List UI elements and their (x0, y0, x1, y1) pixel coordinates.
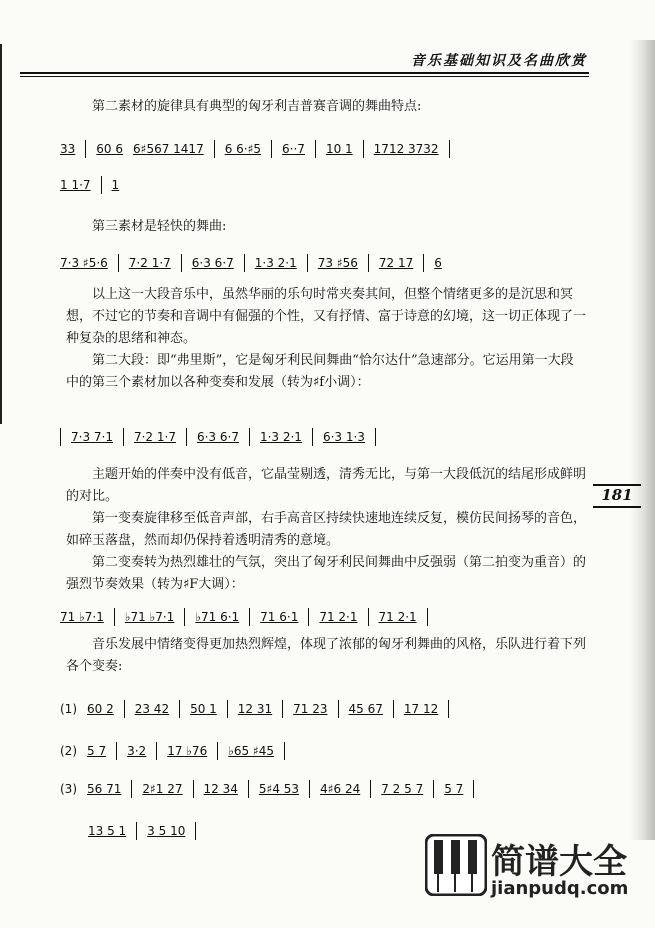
notation-group: 71 2·1 (319, 610, 358, 624)
notation-group: 56 71 (87, 782, 122, 796)
header-rule (20, 72, 589, 74)
notation-group: 45 67 (348, 702, 383, 716)
notation-group: 13 5 1 (88, 824, 127, 838)
notation-group: 1·3 2·1 (254, 256, 297, 270)
notation-group: 6 6·♯5 (224, 142, 262, 156)
logo-url: jianpudq.com (491, 878, 629, 899)
variation-1 (60, 696, 595, 722)
notation-group: 6♯567 1417 (133, 142, 204, 156)
notation-group: 23 42 (134, 702, 170, 716)
piano-keys-icon (425, 834, 487, 896)
notation-group: ♭71 6·1 (195, 610, 240, 624)
notation-group: 2♯1 27 (142, 782, 183, 796)
notation-group: 6·3 6·7 (196, 430, 239, 444)
notation-group: 5 7 (444, 782, 464, 796)
header-rule-thin (20, 76, 589, 77)
notation-line-3 (60, 424, 595, 450)
page-number: 181 (593, 484, 641, 508)
paragraph-6: 第一变奏旋律移至低音声部，右手高音区持续快速地连续反复，模仿民间扬琴的音色，如碎玉落盘，然而却仍保持着透明清秀的意境。 (66, 511, 587, 548)
notation-group: 10 1 (325, 142, 353, 156)
notation-line-1 (60, 136, 595, 162)
notation-group: 7·3 7·1 (71, 430, 113, 444)
paragraph-4: 第二大段：即“弗里斯”，它是匈牙利民间舞曲“恰尔达什”急速部分。它运用第一大段中的第三个素材加以各种变奏和发展（转为♯f小调）： (66, 353, 574, 390)
notation-group: 5♯4 53 (258, 782, 300, 796)
paragraph-2: 第三素材是轻快的舞曲: (92, 219, 227, 234)
margin-rule (0, 44, 2, 424)
notation-group: 50 1 (190, 702, 217, 716)
notation-group: 71 ♭7·1 (60, 610, 104, 624)
notation-line-1b (60, 172, 595, 198)
variation-label: (2) (60, 744, 77, 758)
notation-group: 3 5 10 (147, 824, 186, 838)
paragraph-1: 第二素材的旋律具有典型的匈牙利吉普赛音调的舞曲特点: (92, 99, 422, 114)
variation-3 (60, 776, 595, 802)
notation-group: 7 2 5 7 (381, 782, 424, 796)
notation-group: 12 34 (203, 782, 238, 796)
notation-group: 5 7 (87, 744, 107, 758)
notation-group: 12 31 (237, 702, 273, 716)
logo-name: 简谱大全 (491, 842, 627, 882)
notation-group: 6··7 (282, 142, 305, 156)
notation-group: 60 2 (87, 702, 114, 716)
notation-group: 6·3 1·3 (322, 430, 365, 444)
variation-2 (60, 738, 595, 764)
notation-group: ♭65 ♯45 (228, 744, 275, 758)
notation-group: 6 (434, 256, 442, 270)
notation-group: 7·2 1·7 (133, 430, 176, 444)
paragraph-3: 以上这一大段音乐中，虽然华丽的乐句时常夹奏其间，但整个情绪更多的是沉思和冥想，不过它的节奏和音调中有倔强的个性，又有抒情、富于诗意的幻境，这一切正体现了一种复杂的思绪和神态。 (66, 287, 587, 346)
notation-group: 71 2·1 (378, 610, 417, 624)
notation-group: 7·2 1·7 (128, 256, 171, 270)
notation-group: 17 ♭76 (167, 744, 208, 758)
notation-group: 1 (111, 178, 120, 192)
paragraph-8: 音乐发展中情绪变得更加热烈辉煌，体现了浓郁的匈牙利舞曲的风格，乐队进行着下列各个变奏: (66, 637, 587, 674)
notation-group: 71 6·1 (260, 610, 299, 624)
paragraph-7: 第二变奏转为热烈雄壮的气氛，突出了匈牙利民间舞曲中反强弱（第二拍变为重音）的强烈节奏效果（转为♯F大调）： (66, 555, 587, 592)
notation-line-4 (60, 604, 595, 630)
paragraph-5: 主题开始的伴奏中没有低音，它晶莹剔透，清秀无比，与第一大段低沉的结尾形成鲜明的对比。 (66, 467, 587, 504)
running-header: 音乐基础知识及名曲欣赏 (411, 53, 587, 69)
notation-group: 1·3 2·1 (259, 430, 302, 444)
notation-group: 73 ♯56 (317, 256, 358, 270)
notation-group: 17 12 (403, 702, 439, 716)
watermark-logo (425, 834, 645, 904)
notation-group: 3·2 (127, 744, 147, 758)
notation-group: 1712 3732 (373, 142, 439, 156)
notation-group: 72 17 (378, 256, 414, 270)
notation-group: 33 (60, 142, 76, 156)
variation-label: (1) (60, 702, 77, 716)
notation-group: ♭71 ♭7·1 (124, 610, 175, 624)
notation-group: 6·3 6·7 (191, 256, 234, 270)
variation-label: (3) (60, 782, 77, 796)
notation-group: 60 6 (96, 142, 123, 156)
notation-group: 7·3 ♯5·6 (60, 256, 108, 270)
notation-group: 71 23 (293, 702, 328, 716)
notation-group: 4♯6 24 (320, 782, 361, 796)
notation-group: 1 1·7 (60, 178, 91, 192)
page-edge-strip (593, 40, 655, 840)
notation-line-2 (60, 250, 595, 276)
